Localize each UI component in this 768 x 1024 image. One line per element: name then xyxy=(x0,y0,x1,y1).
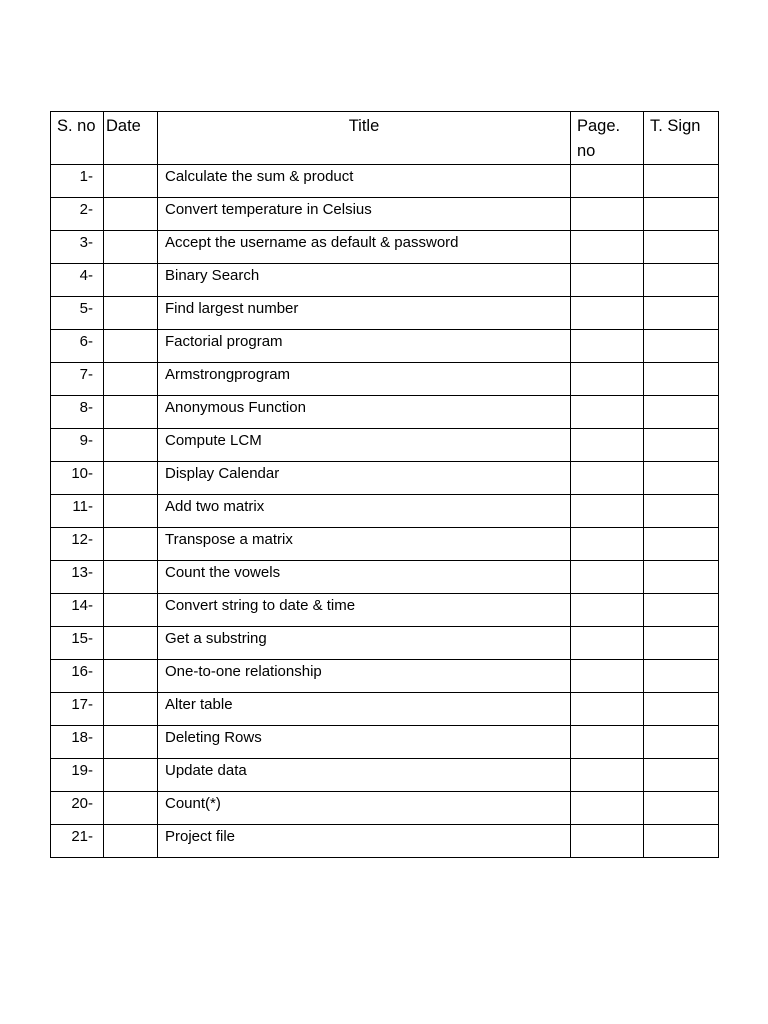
cell-date xyxy=(104,594,158,627)
cell-teacher-sign xyxy=(644,363,719,396)
cell-teacher-sign xyxy=(644,264,719,297)
table-row xyxy=(51,594,719,627)
cell-sno: 16- xyxy=(51,660,104,693)
cell-title: Factorial program xyxy=(158,330,571,363)
table-header xyxy=(51,112,719,165)
cell-title: Calculate the sum & product xyxy=(158,165,571,198)
cell-date xyxy=(104,792,158,825)
index-table xyxy=(50,111,719,858)
cell-title: One-to-one relationship xyxy=(158,660,571,693)
cell-teacher-sign xyxy=(644,528,719,561)
cell-title: Update data xyxy=(158,759,571,792)
cell-date xyxy=(104,264,158,297)
cell-sno: 17- xyxy=(51,693,104,726)
table-row xyxy=(51,759,719,792)
cell-page-no xyxy=(571,792,644,825)
cell-teacher-sign xyxy=(644,165,719,198)
table-row xyxy=(51,693,719,726)
cell-teacher-sign xyxy=(644,792,719,825)
cell-teacher-sign xyxy=(644,198,719,231)
cell-sno: 7- xyxy=(51,363,104,396)
cell-page-no xyxy=(571,198,644,231)
cell-title: Add two matrix xyxy=(158,495,571,528)
table-row xyxy=(51,528,719,561)
cell-teacher-sign xyxy=(644,495,719,528)
cell-date xyxy=(104,825,158,858)
cell-page-no xyxy=(571,231,644,264)
cell-teacher-sign xyxy=(644,231,719,264)
cell-teacher-sign xyxy=(644,693,719,726)
cell-sno: 1- xyxy=(51,165,104,198)
cell-sno: 14- xyxy=(51,594,104,627)
cell-page-no xyxy=(571,165,644,198)
cell-sno: 8- xyxy=(51,396,104,429)
cell-title: Find largest number xyxy=(158,297,571,330)
cell-title: Convert string to date & time xyxy=(158,594,571,627)
cell-sno: 4- xyxy=(51,264,104,297)
cell-page-no xyxy=(571,495,644,528)
table-row xyxy=(51,627,719,660)
cell-date xyxy=(104,396,158,429)
cell-date xyxy=(104,495,158,528)
cell-page-no xyxy=(571,363,644,396)
cell-sno: 19- xyxy=(51,759,104,792)
cell-page-no xyxy=(571,528,644,561)
cell-page-no xyxy=(571,396,644,429)
cell-sno: 21- xyxy=(51,825,104,858)
table-row xyxy=(51,462,719,495)
cell-teacher-sign xyxy=(644,825,719,858)
cell-title: Count the vowels xyxy=(158,561,571,594)
cell-title: Alter table xyxy=(158,693,571,726)
cell-sno: 18- xyxy=(51,726,104,759)
cell-page-no xyxy=(571,825,644,858)
cell-teacher-sign xyxy=(644,759,719,792)
header-row xyxy=(51,112,719,165)
cell-title: Transpose a matrix xyxy=(158,528,571,561)
cell-sno: 5- xyxy=(51,297,104,330)
cell-title: Count(*) xyxy=(158,792,571,825)
cell-teacher-sign xyxy=(644,660,719,693)
cell-sno: 20- xyxy=(51,792,104,825)
cell-teacher-sign xyxy=(644,627,719,660)
cell-sno: 15- xyxy=(51,627,104,660)
cell-date xyxy=(104,198,158,231)
cell-teacher-sign xyxy=(644,429,719,462)
cell-page-no xyxy=(571,429,644,462)
table-row xyxy=(51,264,719,297)
cell-page-no xyxy=(571,759,644,792)
cell-date xyxy=(104,627,158,660)
cell-date xyxy=(104,528,158,561)
table-row xyxy=(51,396,719,429)
table-row xyxy=(51,726,719,759)
cell-page-no xyxy=(571,726,644,759)
cell-page-no xyxy=(571,264,644,297)
cell-date xyxy=(104,693,158,726)
table-row xyxy=(51,363,719,396)
cell-page-no xyxy=(571,330,644,363)
cell-page-no xyxy=(571,660,644,693)
cell-title: Display Calendar xyxy=(158,462,571,495)
cell-title: Compute LCM xyxy=(158,429,571,462)
table-row xyxy=(51,792,719,825)
table-row xyxy=(51,297,719,330)
cell-date xyxy=(104,759,158,792)
cell-teacher-sign xyxy=(644,396,719,429)
cell-sno: 13- xyxy=(51,561,104,594)
cell-date xyxy=(104,297,158,330)
table-row xyxy=(51,165,719,198)
cell-title: Accept the username as default & password xyxy=(158,231,571,264)
cell-page-no xyxy=(571,693,644,726)
cell-sno: 11- xyxy=(51,495,104,528)
cell-title: Deleting Rows xyxy=(158,726,571,759)
cell-teacher-sign xyxy=(644,594,719,627)
header-title: Title xyxy=(158,112,571,165)
table-row xyxy=(51,495,719,528)
header-date: Date xyxy=(104,112,158,165)
cell-date xyxy=(104,429,158,462)
cell-page-no xyxy=(571,627,644,660)
cell-date xyxy=(104,660,158,693)
cell-date xyxy=(104,462,158,495)
table-row xyxy=(51,561,719,594)
cell-title: Project file xyxy=(158,825,571,858)
cell-sno: 10- xyxy=(51,462,104,495)
cell-sno: 2- xyxy=(51,198,104,231)
cell-title: Anonymous Function xyxy=(158,396,571,429)
cell-title: Binary Search xyxy=(158,264,571,297)
cell-date xyxy=(104,330,158,363)
cell-page-no xyxy=(571,462,644,495)
table-row xyxy=(51,429,719,462)
cell-sno: 6- xyxy=(51,330,104,363)
cell-teacher-sign xyxy=(644,561,719,594)
cell-teacher-sign xyxy=(644,297,719,330)
cell-teacher-sign xyxy=(644,462,719,495)
header-sno: S. no xyxy=(51,112,104,165)
header-teacher-sign: T. Sign xyxy=(644,112,719,165)
cell-sno: 9- xyxy=(51,429,104,462)
cell-sno: 3- xyxy=(51,231,104,264)
cell-title: Armstrongprogram xyxy=(158,363,571,396)
cell-date xyxy=(104,165,158,198)
table-row xyxy=(51,231,719,264)
cell-title: Convert temperature in Celsius xyxy=(158,198,571,231)
cell-teacher-sign xyxy=(644,330,719,363)
header-page-no: Page. no xyxy=(571,112,644,165)
cell-page-no xyxy=(571,594,644,627)
cell-sno: 12- xyxy=(51,528,104,561)
table-body xyxy=(51,165,719,858)
table-row xyxy=(51,330,719,363)
cell-page-no xyxy=(571,561,644,594)
table-row xyxy=(51,660,719,693)
table-row xyxy=(51,198,719,231)
cell-date xyxy=(104,231,158,264)
cell-page-no xyxy=(571,297,644,330)
table-row xyxy=(51,825,719,858)
cell-date xyxy=(104,363,158,396)
cell-title: Get a substring xyxy=(158,627,571,660)
cell-teacher-sign xyxy=(644,726,719,759)
cell-date xyxy=(104,561,158,594)
cell-date xyxy=(104,726,158,759)
